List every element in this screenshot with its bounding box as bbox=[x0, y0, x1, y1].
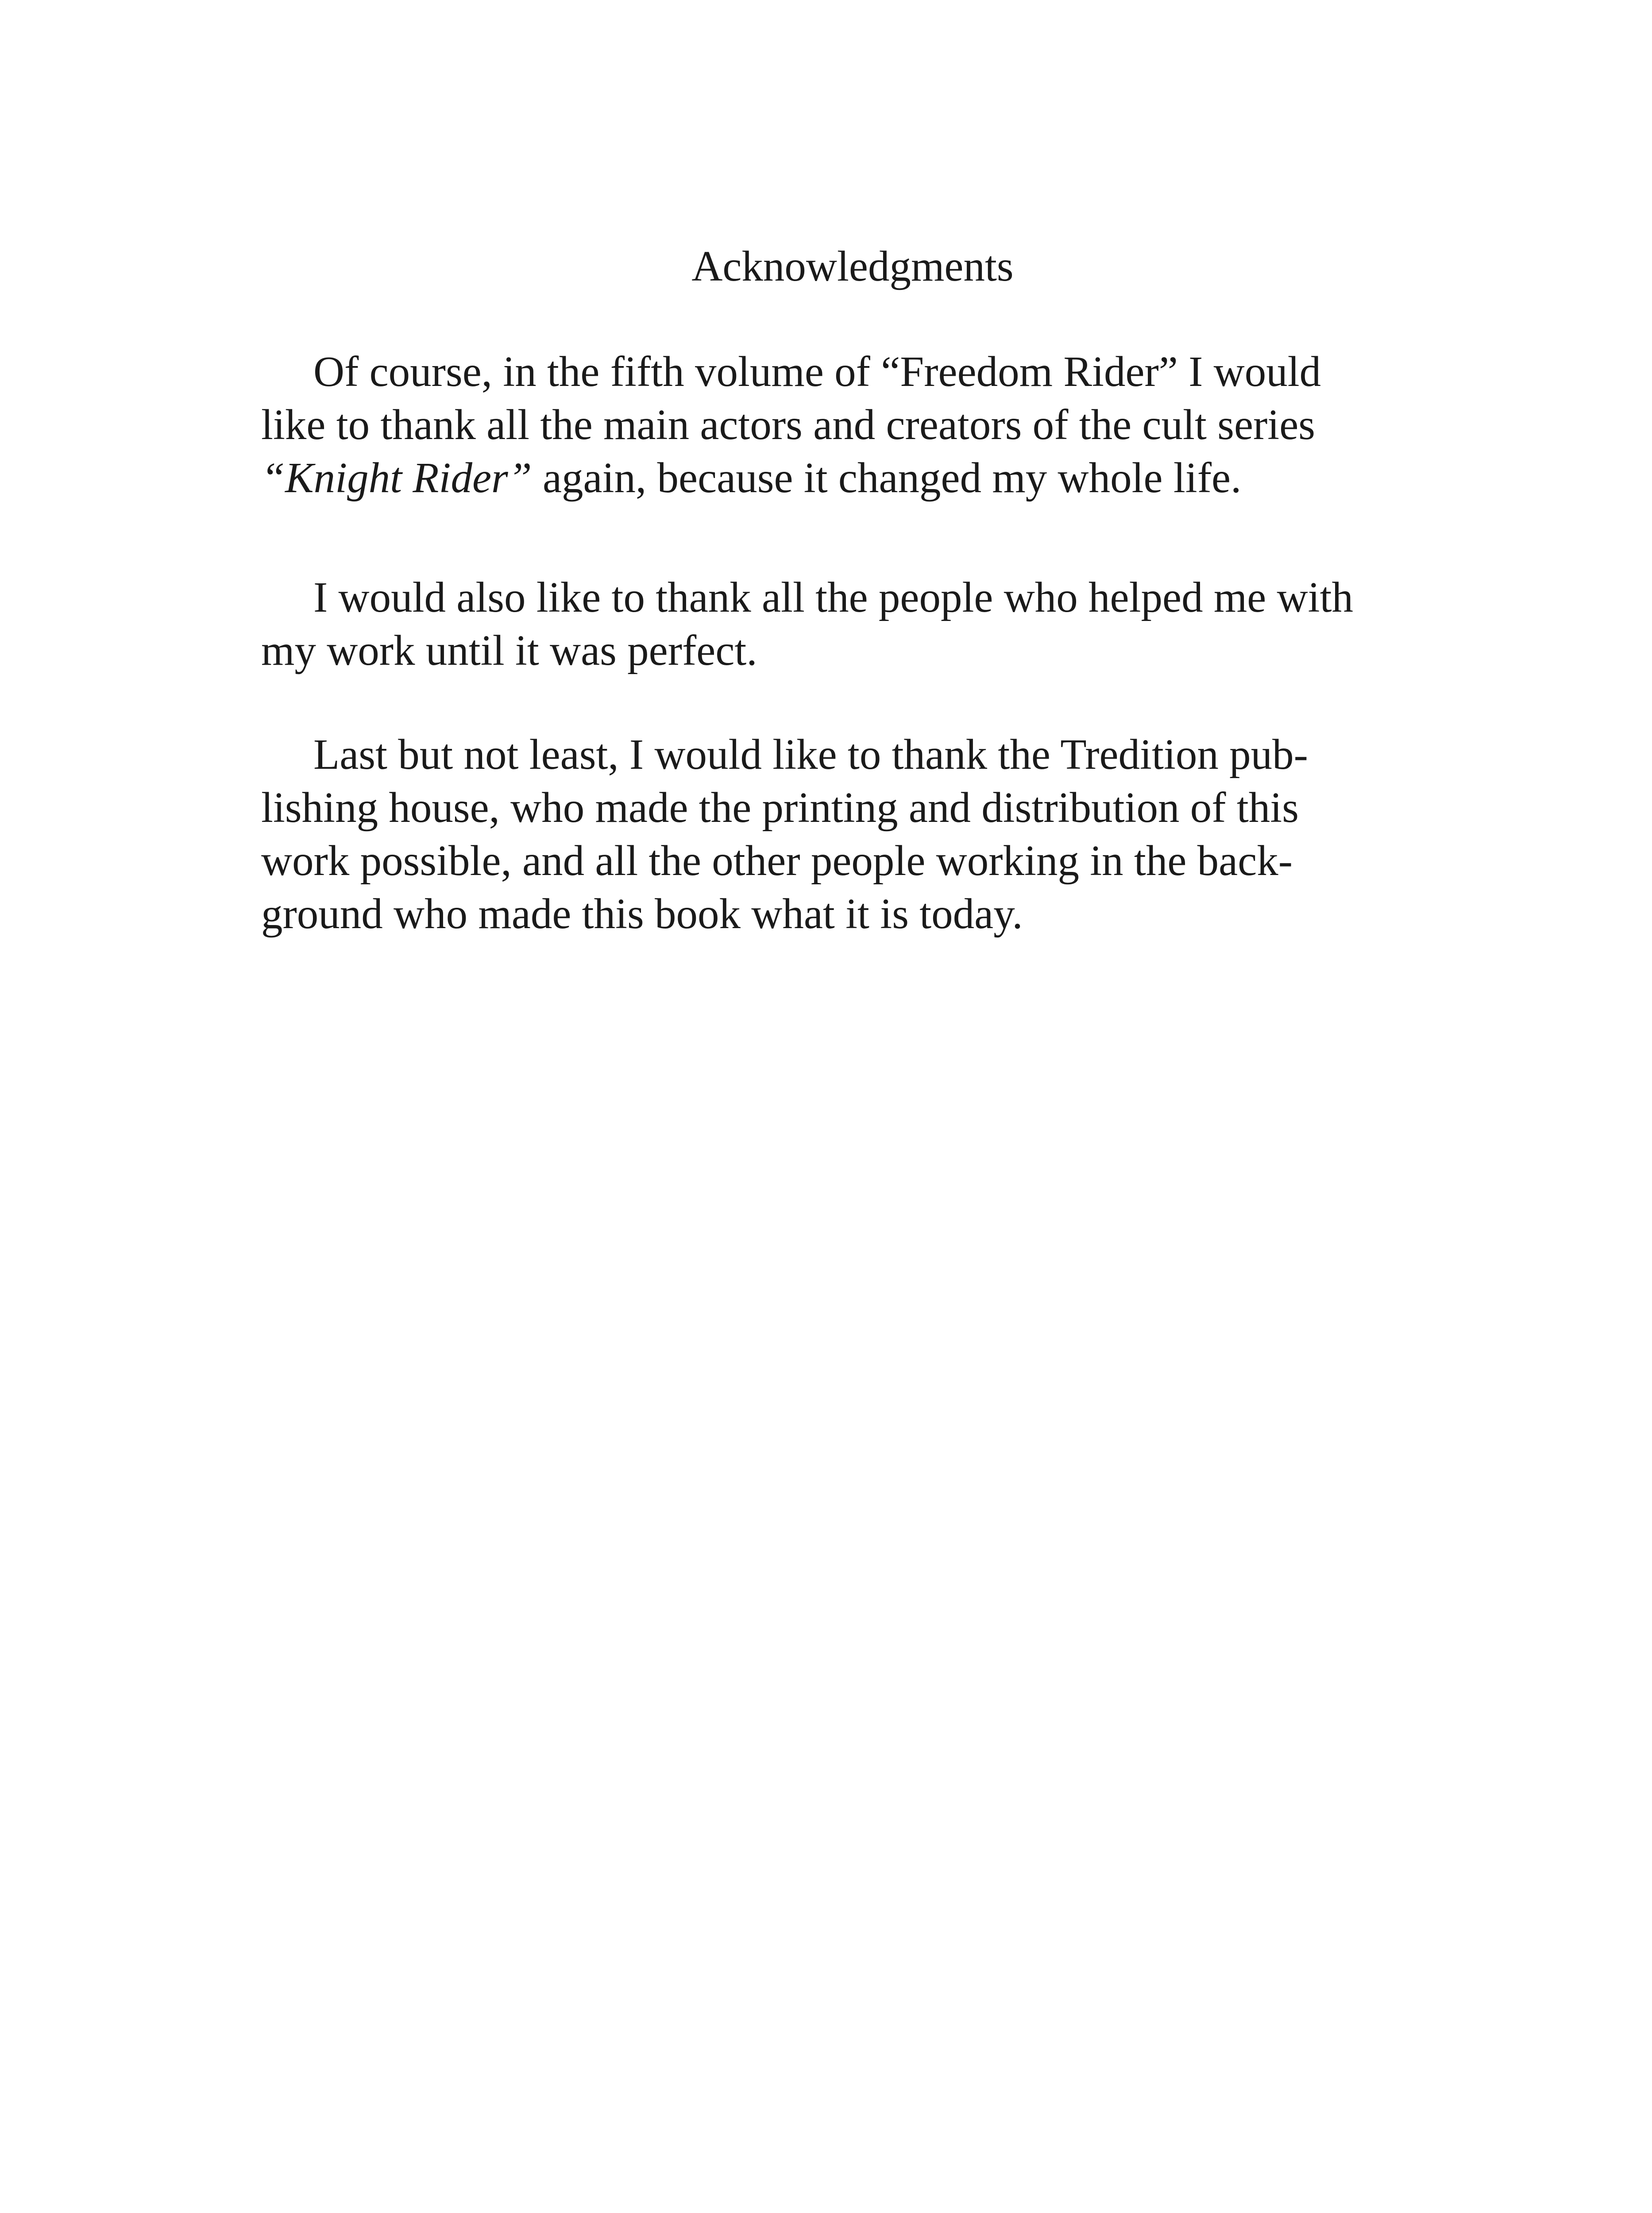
paragraph-line: Last but not least, I would like to thank the Tredition pub- bbox=[313, 731, 1308, 778]
paragraph-line: Of course, in the fifth volume of “Freedom Rider” I would bbox=[313, 348, 1321, 395]
paragraph-2 bbox=[261, 571, 1434, 677]
page-title: Acknowledgments bbox=[691, 243, 1014, 290]
paragraph-line-rest: again, because it changed my whole life. bbox=[532, 454, 1242, 501]
paragraph-line: my work until it was perfect. bbox=[261, 627, 757, 674]
paragraph-line: I would also like to thank all the people who helped me with bbox=[313, 574, 1354, 621]
paragraph-line: like to thank all the main actors and creators of the cult series bbox=[261, 401, 1316, 448]
paragraph-1 bbox=[261, 345, 1434, 505]
paragraph-3 bbox=[261, 728, 1434, 941]
paragraph-line: lishing house, who made the printing and distribution of this bbox=[261, 784, 1299, 831]
paragraph-line bbox=[261, 451, 1434, 505]
series-title-italic: “Knight Rider” bbox=[261, 454, 532, 501]
paragraph-line: ground who made this book what it is today. bbox=[261, 890, 1023, 937]
paragraph-line: work possible, and all the other people working in the back- bbox=[261, 837, 1293, 884]
